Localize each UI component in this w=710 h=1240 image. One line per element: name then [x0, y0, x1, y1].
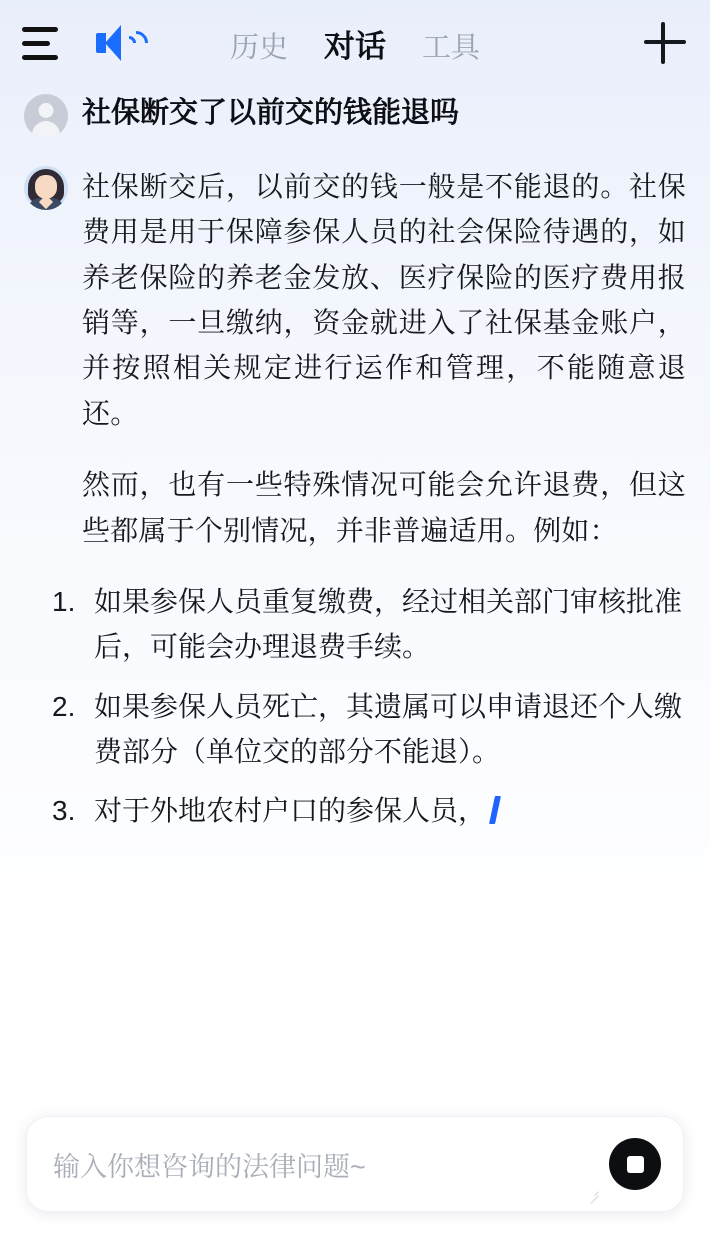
stop-square-icon	[627, 1156, 644, 1173]
message-input-bar[interactable]	[26, 1116, 684, 1212]
menu-line	[22, 41, 50, 46]
list-item	[38, 684, 686, 775]
tab-tools[interactable]: 工具	[422, 31, 481, 64]
list-item-text: 如果参保人员重复缴费，经过相关部门审核批准后，可能会办理退费手续。	[94, 585, 683, 663]
stop-generating-button[interactable]	[609, 1138, 661, 1190]
list-item-text: 如果参保人员死亡，其遗属可以申请退还个人缴费部分（单位交的部分不能退）。	[94, 690, 683, 767]
tab-chat[interactable]: 对话	[324, 28, 386, 64]
speaker-wave-large	[119, 26, 153, 60]
assistant-message	[24, 164, 686, 848]
assistant-paragraph: 社保断交后，以前交的钱一般是不能退的。社保费用是用于保障参保人员的社会保险待遇的，如养老保险的养老金发放、医疗保险的医疗费用报销等，一旦缴纳，资金就进入了社保基金账户，并按照相关规定进行运作和管理，不能随意退还。	[82, 171, 686, 429]
hamburger-menu-icon[interactable]	[22, 23, 68, 63]
assistant-ordered-list	[38, 579, 686, 834]
streaming-caret-icon	[489, 796, 501, 824]
user-message	[24, 92, 686, 138]
list-item	[38, 788, 686, 833]
speaker-cone	[105, 25, 121, 61]
menu-line	[22, 55, 58, 60]
user-question-text: 社保断交了以前交的钱能退吗	[82, 97, 460, 129]
menu-line	[22, 27, 58, 32]
list-item	[38, 579, 686, 670]
tab-history[interactable]: 历史	[229, 31, 288, 64]
tab-bar	[230, 21, 480, 66]
avatar	[24, 94, 68, 138]
resize-grip-icon[interactable]	[587, 1185, 599, 1197]
conversation	[0, 86, 710, 848]
top-bar	[0, 0, 710, 86]
avatar-head	[39, 103, 54, 118]
assistant-paragraph: 然而，也有一些特殊情况可能会允许退费，但这些都属于个别情况，并非普遍适用。例如：	[82, 469, 686, 546]
search-input[interactable]: 输入你想咨询的法律问题~	[53, 1151, 366, 1182]
speaker-on-icon[interactable]	[94, 20, 148, 66]
avatar-shoulders	[32, 121, 60, 138]
assistant-body	[82, 164, 686, 848]
avatar	[24, 166, 68, 210]
plus-icon[interactable]	[642, 20, 688, 66]
list-item-text: 对于外地农村户口的参保人员，	[94, 795, 487, 827]
